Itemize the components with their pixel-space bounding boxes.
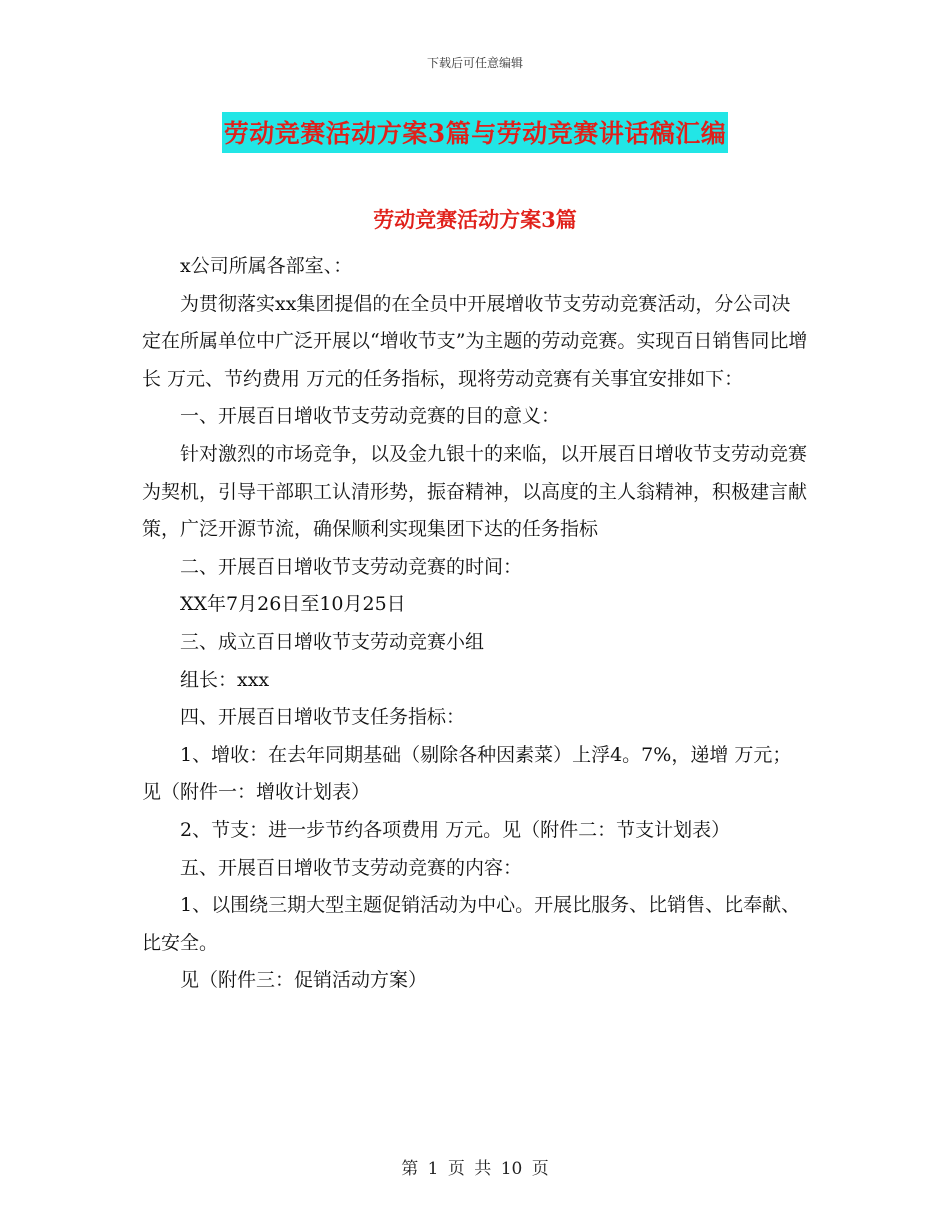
paragraph: 组长：xxx xyxy=(180,668,270,691)
main-title: 劳动竞赛活动方案3篇与劳动竞赛讲话稿汇编 xyxy=(222,112,728,153)
main-title-container xyxy=(0,112,950,153)
paragraph: 四、开展百日增收节支任务指标： xyxy=(180,706,466,729)
paragraph: 针对激烈的市场竞争，以及金九银十的来临，以开展百日增收节支劳动竞赛为契机，引导干部职工认清形势，振奋精神，以高度的主人翁精神，积极建言献策，广泛开源节流，确保顺利实现集团下达的任务指标 xyxy=(142,442,808,541)
paragraph: x公司所属各部室、： xyxy=(180,255,353,277)
section-title: 劳动竞赛活动方案3篇 xyxy=(373,207,577,232)
header-note: 下载后可任意编辑 xyxy=(426,56,523,70)
paragraph: 1、增收：在去年同期基础（剔除各种因素菜）上浮4。7%，递增 万元；见（附件一：增收计划表） xyxy=(142,743,792,804)
paragraph: 2、节支：进一步节约各项费用 万元。见（附件二：节支计划表） xyxy=(180,818,731,841)
paragraph: XX年7月26日至10月25日 xyxy=(180,593,406,616)
paragraph: 为贯彻落实xx集团提倡的在全员中开展增收节支劳动竞赛活动，分公司决定在所属单位中广泛开展以“增收节支”为主题的劳动竞赛。实现百日销售同比增长 万元、节约费用 万元的任务指标，现将劳动竞赛有关事宜安排如下： xyxy=(142,292,808,390)
page-number-footer: 第 1 页 共 10 页 xyxy=(401,1159,549,1179)
paragraph: 一、开展百日增收节支劳动竞赛的目的意义： xyxy=(180,405,561,428)
paragraph: 1、以围绕三期大型主题促销活动为中心。开展比服务、比销售、比奉献、比安全。 xyxy=(142,894,801,954)
document-body xyxy=(142,248,808,1000)
paragraph: 三、成立百日增收节支劳动竞赛小组 xyxy=(180,630,485,653)
paragraph: 五、开展百日增收节支劳动竞赛的内容： xyxy=(180,856,523,879)
paragraph: 见（附件三：促销活动方案） xyxy=(180,969,428,992)
paragraph: 二、开展百日增收节支劳动竞赛的时间： xyxy=(180,555,523,578)
